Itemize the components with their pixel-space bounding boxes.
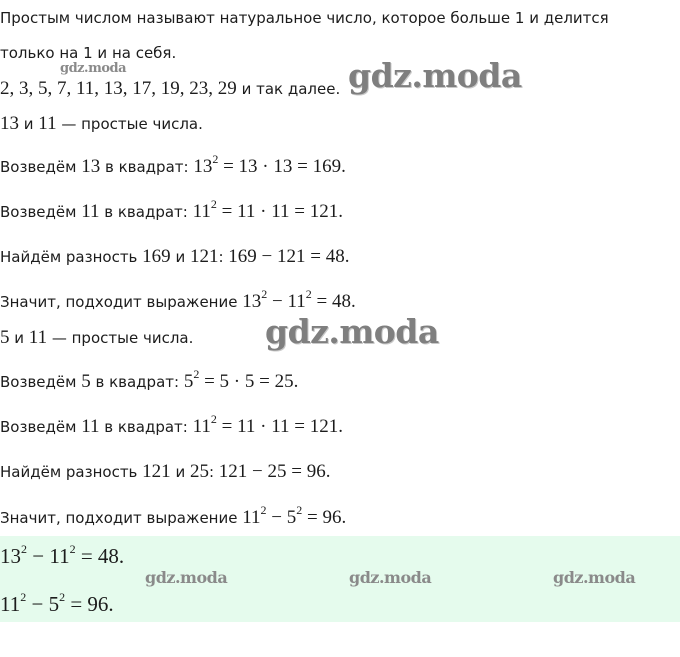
square-13-line [0, 151, 346, 177]
square-11-line-2 [0, 411, 344, 437]
math-number: 25 [189, 461, 209, 482]
math-rest: = 5 · 5 = 25. [199, 371, 299, 392]
math-number: 5 [81, 371, 91, 392]
difference-line-1 [0, 247, 349, 267]
watermark: gdz.moda [553, 568, 636, 587]
math-exponent: 2 [193, 366, 200, 381]
text-line-1 [0, 8, 609, 28]
math-rest: = 96. [302, 507, 347, 528]
line-text: — простые числа. [47, 329, 194, 347]
line-text: в квадрат: [99, 418, 193, 436]
math-operator: − [267, 291, 288, 312]
math-expression: 121 − 25 = 96. [218, 461, 331, 482]
watermark: gdz.moda [145, 568, 228, 587]
math-exponent: 2 [261, 286, 268, 301]
math-base: 5 [286, 507, 297, 528]
math-number: 5 [0, 327, 10, 348]
math-base: 11 [0, 592, 21, 616]
line-text: и [9, 329, 29, 347]
math-number: 169 [142, 246, 171, 267]
line-text: Значит, подходит выражение [0, 509, 243, 527]
math-rest: = 48. [311, 291, 356, 312]
math-operator: − [26, 592, 49, 616]
line-text: в квадрат: [90, 373, 184, 391]
square-11-line [0, 196, 344, 222]
math-rest: = 96. [65, 592, 114, 616]
answer-line-2 [0, 592, 114, 616]
math-base: 11 [49, 544, 70, 568]
line-text: Значит, подходит выражение [0, 293, 243, 311]
line-text: и [170, 248, 190, 266]
line-text: Найдём разность [0, 248, 143, 266]
math-base: 5 [183, 371, 194, 392]
math-expression [242, 286, 356, 312]
line-text: и так далее. [236, 80, 341, 98]
math-operator: − [266, 507, 287, 528]
math-base: 11 [192, 201, 211, 222]
answer-line-1 [0, 544, 124, 568]
text-line-2 [0, 43, 176, 63]
math-exponent: 2 [260, 502, 267, 517]
math-operator: − [27, 544, 50, 568]
math-expression: 169 − 121 = 48. [228, 246, 350, 267]
math-base: 13 [242, 291, 262, 312]
math-base: 11 [192, 416, 211, 437]
conclusion-line-2 [0, 502, 347, 528]
math-base: 11 [242, 507, 261, 528]
math-expression [242, 502, 347, 528]
math-number: 13 [0, 113, 19, 134]
math-number: 13 [81, 156, 101, 177]
watermark: gdz.moda [265, 312, 439, 351]
math-base: 13 [0, 544, 21, 568]
primes-statement-1 [0, 114, 203, 134]
primes-statement-2 [0, 328, 193, 348]
line-text: Возведём [0, 158, 82, 176]
math-rest: = 48. [75, 544, 125, 568]
math-base: 13 [193, 156, 213, 177]
line-text: Возведём [0, 373, 82, 391]
line-text: в квадрат: [100, 158, 194, 176]
math-base: 11 [287, 291, 306, 312]
line-text: в квадрат: [99, 203, 193, 221]
math-expression [192, 411, 344, 437]
watermark: gdz.moda [349, 568, 432, 587]
math-rest: = 11 · 11 = 121. [216, 416, 344, 437]
watermark: gdz.moda [60, 61, 127, 76]
math-number: 121 [142, 461, 171, 482]
math-exponent: 2 [296, 502, 303, 517]
conclusion-line-1 [0, 286, 356, 312]
watermark: gdz.moda [348, 56, 522, 95]
line-text: Простым числом называют натуральное число, которое больше 1 и делится [0, 9, 609, 27]
line-text: только на 1 и на себя. [0, 44, 177, 62]
math-exponent: 2 [59, 590, 66, 604]
line-text: Возведём [0, 418, 82, 436]
math-number: 11 [38, 113, 57, 134]
math-exponent: 2 [210, 411, 217, 426]
prime-list: 2, 3, 5, 7, 11, 13, 17, 19, 23, 29 [0, 78, 237, 99]
math-base: 5 [48, 592, 60, 616]
math-exponent: 2 [212, 151, 219, 166]
math-rest: = 13 · 13 = 169. [218, 156, 346, 177]
line-text: и [19, 115, 39, 133]
math-exponent: 2 [210, 196, 217, 211]
line-text: : [208, 463, 219, 481]
math-number: 11 [28, 327, 48, 348]
math-exponent: 2 [20, 590, 27, 604]
difference-line-2 [0, 462, 330, 482]
math-exponent: 2 [305, 286, 312, 301]
line-text: Возведём [0, 203, 82, 221]
line-text: — простые числа. [56, 115, 203, 133]
math-exponent: 2 [21, 542, 27, 556]
math-rest: = 11 · 11 = 121. [216, 201, 344, 222]
math-expression [192, 196, 344, 222]
math-number: 121 [189, 246, 219, 267]
square-5-line [0, 366, 299, 392]
math-number: 11 [81, 201, 100, 222]
line-text: и [170, 463, 190, 481]
math-expression [193, 151, 346, 177]
math-expression [183, 366, 299, 392]
prime-list-line [0, 79, 340, 99]
line-text: Найдём разность [0, 463, 143, 481]
line-text: : [218, 248, 229, 266]
math-exponent: 2 [69, 542, 76, 556]
math-number: 11 [81, 416, 100, 437]
